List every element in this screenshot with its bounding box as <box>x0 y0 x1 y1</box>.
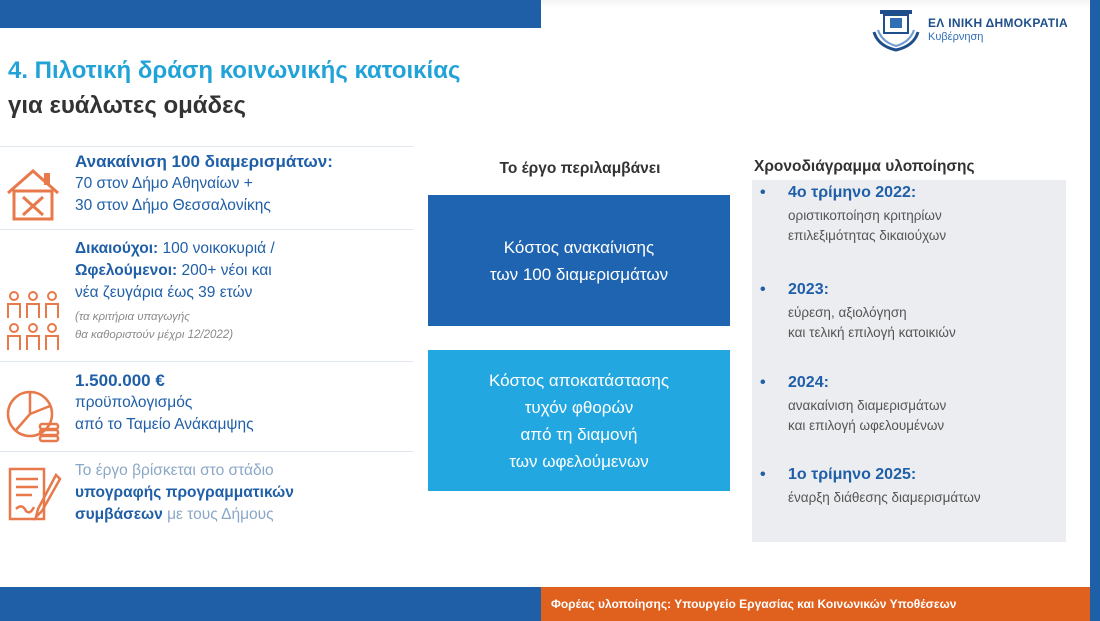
renovation-cost-line2: των 100 διαμερισμάτων <box>489 264 669 284</box>
bullet-icon: • <box>760 184 766 201</box>
page-subtitle: για ευάλωτες ομάδες <box>8 92 246 119</box>
government-logo <box>870 6 1095 52</box>
status-line1: Το έργο βρίσκεται στο στάδιο <box>75 462 274 479</box>
criteria-note-line1: (τα κριτήρια υπαγωγής <box>75 311 190 323</box>
renovation-line-thessaloniki: 30 στον Δήμο Θεσσαλονίκης <box>75 197 271 214</box>
budget-source: από το Ταμείο Ανάκαμψης <box>75 416 254 433</box>
timeline-item-line2: και τελική επιλογή κατοικιών <box>788 325 956 340</box>
recipients-value: 200+ νέοι και <box>177 262 272 279</box>
renovation-line-athens: 70 στον Δήμο Αθηναίων + <box>75 175 253 192</box>
timeline-item-line1: εύρεση, αξιολόγηση <box>788 305 907 320</box>
renovation-cost-box <box>428 195 730 326</box>
criteria-note-line2: θα καθοριστούν μέχρι 12/2022) <box>75 329 234 341</box>
bullet-icon: • <box>760 374 766 391</box>
restoration-cost-box <box>428 350 730 491</box>
renovation-heading: Ανακαίνιση 100 διαμερισμάτων: <box>75 152 333 171</box>
recipients-label: Ωφελούμενοι: <box>75 262 178 279</box>
restoration-cost-line4: των ωφελούμενων <box>509 451 649 471</box>
bullet-icon: • <box>760 466 766 483</box>
timeline-item-title: 2024: <box>788 374 829 391</box>
renovation-text <box>75 151 415 217</box>
separator <box>0 146 413 147</box>
timeline-item-line1: έναρξη διάθεσης διαμερισμάτων <box>788 490 981 505</box>
implementing-body-footer: Φορέας υλοποίησης: Υπουργείο Εργασίας και Κοινωνικών Υποθέσεων <box>541 587 1090 621</box>
recipients-age-line: νέα ζευγάρια έως 39 ετών <box>75 284 253 301</box>
budget-amount: 1.500.000 € <box>75 371 165 390</box>
restoration-cost-line1: Κόστος αποκατάστασης <box>488 370 670 390</box>
right-frame <box>1090 0 1100 621</box>
timeline-item-title: 1ο τρίμηνο 2025: <box>788 466 917 483</box>
timeline-heading: Χρονοδιάγραμμα υλοποίησης <box>754 158 975 175</box>
restoration-cost-line2: τυχόν φθορών <box>524 397 634 417</box>
timeline-item-line1: οριστικοποίηση κριτηρίων <box>788 208 942 223</box>
timeline-item-title: 2023: <box>788 281 829 298</box>
status-bold-word: συμβάσεων <box>75 506 163 523</box>
contract-signing-icon <box>4 465 62 525</box>
logo-title: ΕΛ ΙΝΙΚΗ ΔΗΜΟΚΡΑΤΙΑ <box>928 16 1068 30</box>
timeline-item-title: 4ο τρίμηνο 2022: <box>788 184 917 201</box>
separator <box>0 361 413 362</box>
status-bold-line: υπογραφής προγραμματικών <box>75 484 294 501</box>
top-bar <box>0 0 541 28</box>
house-tools-icon <box>4 165 62 223</box>
pie-chart-coins-icon <box>4 386 62 446</box>
separator <box>0 451 413 452</box>
beneficiaries-label: Δικαιούχοι: <box>75 240 159 257</box>
bullet-icon: • <box>760 281 766 298</box>
logo-subtitle: Κυβέρνηση <box>928 31 984 43</box>
timeline-item-line2: και επιλογή ωφελουμένων <box>788 418 945 433</box>
status-text <box>75 460 415 526</box>
project-includes-heading: Το έργο περιλαμβάνει <box>499 160 661 177</box>
page-title: 4. Πιλοτική δράση κοινωνικής κατοικίας <box>8 57 461 84</box>
footer-bar <box>0 587 541 621</box>
beneficiaries-text <box>75 238 415 344</box>
status-tail: με τους Δήμους <box>162 506 274 523</box>
budget-label: προϋπολογισμός <box>75 394 193 411</box>
renovation-cost-line1: Κόστος ανακαίνισης <box>503 237 655 257</box>
restoration-cost-line3: από τη διαμονή <box>520 424 638 444</box>
government-emblem-icon <box>870 6 922 52</box>
beneficiaries-value: 100 νοικοκυριά / <box>158 240 275 257</box>
people-group-icon <box>4 290 62 352</box>
timeline-item-line2: επιλεξιμότητας δικαιούχων <box>788 228 947 243</box>
separator <box>0 229 413 230</box>
budget-text <box>75 370 415 436</box>
timeline-item-line1: ανακαίνιση διαμερισμάτων <box>788 398 947 413</box>
